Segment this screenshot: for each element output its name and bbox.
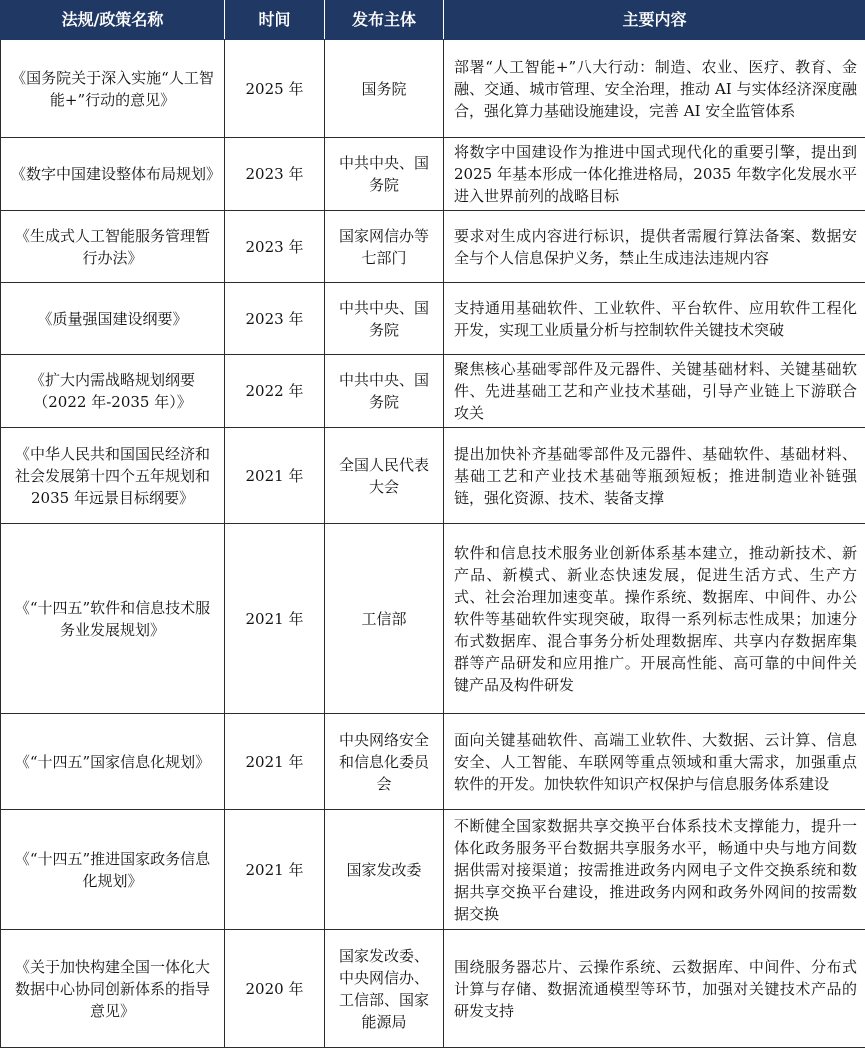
policy-year: 2023 年 <box>225 138 325 211</box>
table-row <box>1 211 865 283</box>
policy-name: 《国务院关于深入实施“人工智能+”行动的意见》 <box>1 40 225 138</box>
policy-year: 2023 年 <box>225 283 325 355</box>
policy-name: 《质量强国建设纲要》 <box>1 283 225 355</box>
header-org: 发布主体 <box>325 1 444 40</box>
table-row <box>1 355 865 428</box>
policy-org: 中央网络安全和信息化委员会 <box>325 714 444 810</box>
header-year: 时间 <box>225 1 325 40</box>
policy-year: 2023 年 <box>225 211 325 283</box>
policy-content: 聚焦核心基础零部件及元器件、关键基础材料、关键基础软件、先进基础工艺和产业技术基础，引导产业链上下游联合攻关 <box>444 355 865 428</box>
policy-content: 围绕服务器芯片、云操作系统、云数据库、中间件、分布式计算与存储、数据流通模型等环节，加强对关键技术产品的研发支持 <box>444 930 865 1048</box>
table-row <box>1 810 865 930</box>
policy-content: 不断健全国家数据共享交换平台体系技术支撑能力，提升一体化政务服务平台数据共享服务水平，畅通中央与地方间数据供需对接渠道；按需推进政务内网电子文件交换系统和数据共享交换平台建设，推进政务内网和政务外网间的按需数据交换 <box>444 810 865 930</box>
policy-content: 提出加快补齐基础零部件及元器件、基础软件、基础材料、基础工艺和产业技术基础等瓶颈短板；推进制造业补链强链，强化资源、技术、装备支撑 <box>444 428 865 524</box>
header-name: 法规/政策名称 <box>1 1 225 40</box>
policy-name: 《“十四五”软件和信息技术服务业发展规划》 <box>1 524 225 714</box>
policy-year: 2025 年 <box>225 40 325 138</box>
policy-year: 2022 年 <box>225 355 325 428</box>
policy-name: 《数字中国建设整体布局规划》 <box>1 138 225 211</box>
policy-org: 中共中央、国务院 <box>325 355 444 428</box>
table-row <box>1 524 865 714</box>
policy-name: 《扩大内需战略规划纲要（2022 年-2035 年）》 <box>1 355 225 428</box>
policy-content: 软件和信息技术服务业创新体系基本建立，推动新技术、新产品、新模式、新业态快速发展，促进生活方式、生产方式、社会治理加速变革。操作系统、数据库、中间件、办公软件等基础软件实现突破，取得一系列标志性成果；加速分布式数据库、混合事务分析处理数据库、共享内存数据库集群等产品研发和应用推广。开展高性能、高可靠的中间件关键产品及构件研发 <box>444 524 865 714</box>
policy-content: 要求对生成内容进行标识，提供者需履行算法备案、数据安全与个人信息保护义务，禁止生成违法违规内容 <box>444 211 865 283</box>
policy-org: 全国人民代表大会 <box>325 428 444 524</box>
table-row <box>1 40 865 138</box>
policy-org: 工信部 <box>325 524 444 714</box>
policy-year: 2021 年 <box>225 714 325 810</box>
policy-content: 部署“人工智能+”八大行动：制造、农业、医疗、教育、金融、交通、城市管理、安全治理，推动 AI 与实体经济深度融合，强化算力基础设施建设，完善 AI 安全监管体系 <box>444 40 865 138</box>
table-row <box>1 138 865 211</box>
policy-org: 国务院 <box>325 40 444 138</box>
policy-name: 《中华人民共和国国民经济和社会发展第十四个五年规划和 2035 年远景目标纲要》 <box>1 428 225 524</box>
table-row <box>1 283 865 355</box>
policy-name: 《“十四五”推进国家政务信息化规划》 <box>1 810 225 930</box>
policy-org: 国家发改委、中央网信办、工信部、国家能源局 <box>325 930 444 1048</box>
table-header-row <box>1 1 865 40</box>
policy-org: 中共中央、国务院 <box>325 138 444 211</box>
policy-name: 《生成式人工智能服务管理暂行办法》 <box>1 211 225 283</box>
policy-year: 2021 年 <box>225 524 325 714</box>
policy-name: 《“十四五”国家信息化规划》 <box>1 714 225 810</box>
policy-org: 国家网信办等七部门 <box>325 211 444 283</box>
policy-content: 面向关键基础软件、高端工业软件、大数据、云计算、信息安全、人工智能、车联网等重点领域和重大需求，加强重点软件的开发。加快软件知识产权保护与信息服务体系建设 <box>444 714 865 810</box>
policy-year: 2020 年 <box>225 930 325 1048</box>
table-row <box>1 428 865 524</box>
header-content: 主要内容 <box>444 1 865 40</box>
policy-year: 2021 年 <box>225 428 325 524</box>
table-row <box>1 714 865 810</box>
policy-org: 国家发改委 <box>325 810 444 930</box>
table-row <box>1 930 865 1048</box>
policy-org: 中共中央、国务院 <box>325 283 444 355</box>
policy-content: 支持通用基础软件、工业软件、平台软件、应用软件工程化开发，实现工业质量分析与控制软件关键技术突破 <box>444 283 865 355</box>
policy-year: 2021 年 <box>225 810 325 930</box>
policy-name: 《关于加快构建全国一体化大数据中心协同创新体系的指导意见》 <box>1 930 225 1048</box>
policy-content: 将数字中国建设作为推进中国式现代化的重要引擎，提出到 2025 年基本形成一体化推进格局，2035 年数字化发展水平进入世界前列的战略目标 <box>444 138 865 211</box>
